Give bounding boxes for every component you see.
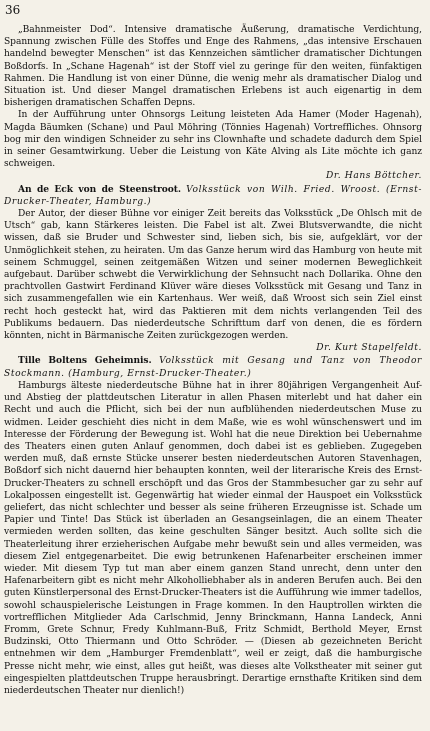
- review-header: [4, 355, 422, 379]
- paragraph-text: In der Aufführung unter Ohnsorgs Leitung leisteten Ada Hamer (Moder Hagenah), Magda Bäumken (Schane) und Paul Möhring (Tönnies Hagenah) Vortreffliches. Ohnsorg bog mir den windigen Schneider zu sehr ins Clownhafte und schadete dadurch dem Spiel in seiner Gesamtwirkung. Ueber die Leistung von Käte Alving als Lite möchte ich ganz schweigen.: [4, 110, 422, 170]
- paragraph: [4, 380, 422, 697]
- page-number: 36: [5, 3, 21, 17]
- review-title: An de Eck von de Steenstroot.: [18, 183, 182, 195]
- signature: [4, 342, 422, 354]
- review-title: Tille Boltens Geheimnis.: [18, 355, 152, 367]
- signature-text: Dr. Kurt Stapelfeldt.: [316, 343, 422, 354]
- paragraph-text: „Bahnmeister Dod“. Intensive dramatische Äußerung, dramatische Verdichtung, Spannung zwischen Fülle des Stoffes und Enge des Rahmens, „das intensive Erschauen handelnd bewegter Menschen“ ist das Kennzeichen sämtlicher dramatischer Dichtungen Boßdorfs. In „Schane Hagenah“ ist der Stoff viel zu geringe für den weiten, fünfaktigen Rahmen. Die Handlung ist von einer Dünne, die wenig mehr als dramatischer Dialog und Situation ist. Und dieser Mangel dramatischen Erlebens ist auch eigenartig in dem bisherigen dramatischen Schaffen Depns.: [4, 25, 422, 109]
- paragraph-text: Hamburgs älteste niederdeutsche Bühne hat in ihrer 80jährigen Vergangenheit Auf- und Abstieg der plattdeutschen Literatur in allen Phasen miterlebt und hat daher ein Recht und auch die Pflicht, sich bei der nun aufblühenden niederdeutschen Muse zu widmen. Leider geschieht dies nicht in dem Maße, wie es wohl wünschenswert und im Interesse der Förderung der Bewegung ist. Wohl hat die neue Direktion bei Uebernahme des Theaters einen guten Anlauf genommen, doch dabei ist es geblieben. Zugegeben werden muß, daß ernste Stücke unserer besten niederdeutschen Autoren Stavenhagen, Boßdorf sich nicht dauernd hier behaupten konnten, weil der literarische Kreis des Ernst-Drucker-Theaters zu schnell erschöpft und das Gros der Stammbesucher gar zu sehr auf Lokalpossen eingestellt ist. Gegenwärtig hat wieder einmal der Hauspoet ein Volksstück geliefert, das nicht schlechter und besser als seine früheren Erzeugnisse ist. Schade um Papier und Tinte! Das Stück ist überladen an Gesangseinlagen, die an einem Theater vermieden werden sollten, das keine geschulten Sänger besitzt. Auch sollte sich die Theaterleitung ihrer erzieherischen Aufgabe mehr bewußt sein und alles vermeiden, was diesem Ziel entgegenarbeitet. Die ewig betrunkenen Hafenarbeiter erscheinen immer wieder. Mit diesem Typ tut man aber einem ganzen Stand unrecht, denn unter den Hafenarbeitern gibt es nicht mehr Alkoholliebhaber als in anderen Berufen auch. Bei den guten Künstlerpersonal des Ernst-Drucker-Theaters ist die Aufführung wie immer tadellos, sowohl schauspielerische Leistungen in Frage kommen. In den Hauptrollen wirkten die vortrefflichen Mitglieder Ada Carlschmid, Jenny Brinckmann, Hanna Landeck, Anni Fromm, Grete Schnur, Fredy Kuhlmann-Buß, Fritz Schmidt, Berthold Meyer, Ernst Budzinski, Otto Thiermann und Otto Schröder. — (Diesen ab gezeichneten Bericht entnehmen wir dem „Hamburger Fremdenblatt“, weil er zeigt, daß die hamburgische Presse nicht mehr, wie einst, alles gut heißt, was dieses alte Volkstheater mit seiner gut eingespielten plattdeutschen Truppe herausbringt. Derartige ernsthafte Kritiken sind dem niederdeutschen Theater nur dienlich!): [4, 380, 422, 696]
- review-subtitle: Volksstück mit Gesang und Tanz von Theodor Stockmann. (Hamburg, Ernst-Drucker-Theater.): [4, 356, 422, 379]
- paragraph-text: Der Autor, der dieser Bühne vor einiger Zeit bereits das Volksstück „De Ohlsch mit de Utsch“ gab, kann Stärkeres leisten. Die Fabel ist alt. Zwei Blutsverwandte, die nicht wissen, daß sie Bruder und Schwester sind, lieben sich, bis sie, aufgeklärt, vor der Unmöglichkeit stehen, zu heiraten. Um das Ganze herum wird das Hamburg von heute mit seinem Schmuggel, seinen zeitgemäßen Witzen und seiner modernen Beweglichkeit aufgebaut. Darüber schwebt die Verwirklichung der Sehnsucht nach Dollarika. Ohne den prachtvollen Gastwirt Ferdinand Klüver wäre dieses Volksstück mit Gesang und Tanz in sich zusammengefallen wie ein Kartenhaus. Wer weiß, daß Wroost sich sein Ziel einst recht hoch gesteckt hat, wird das Paktieren mit dem nichts verlangenden Teil des Publikums bedauern. Das niederdeutsche Schrifttum darf von denen, die es fördern könnten, nicht in Bärmanische Zeiten zurückgezogen werden.: [4, 209, 422, 342]
- paragraph: [4, 208, 422, 342]
- signature-text: Dr. Hans Böttcher.: [325, 171, 422, 182]
- review-header: [4, 184, 422, 208]
- signature: [4, 170, 422, 182]
- article-column: [4, 24, 422, 697]
- paragraph: [4, 24, 422, 109]
- paragraph: [4, 109, 422, 170]
- review-subtitle: Volksstück von Wilh. Fried. Wroost. (Ernst-Drucker-Theater, Hamburg.): [4, 184, 422, 207]
